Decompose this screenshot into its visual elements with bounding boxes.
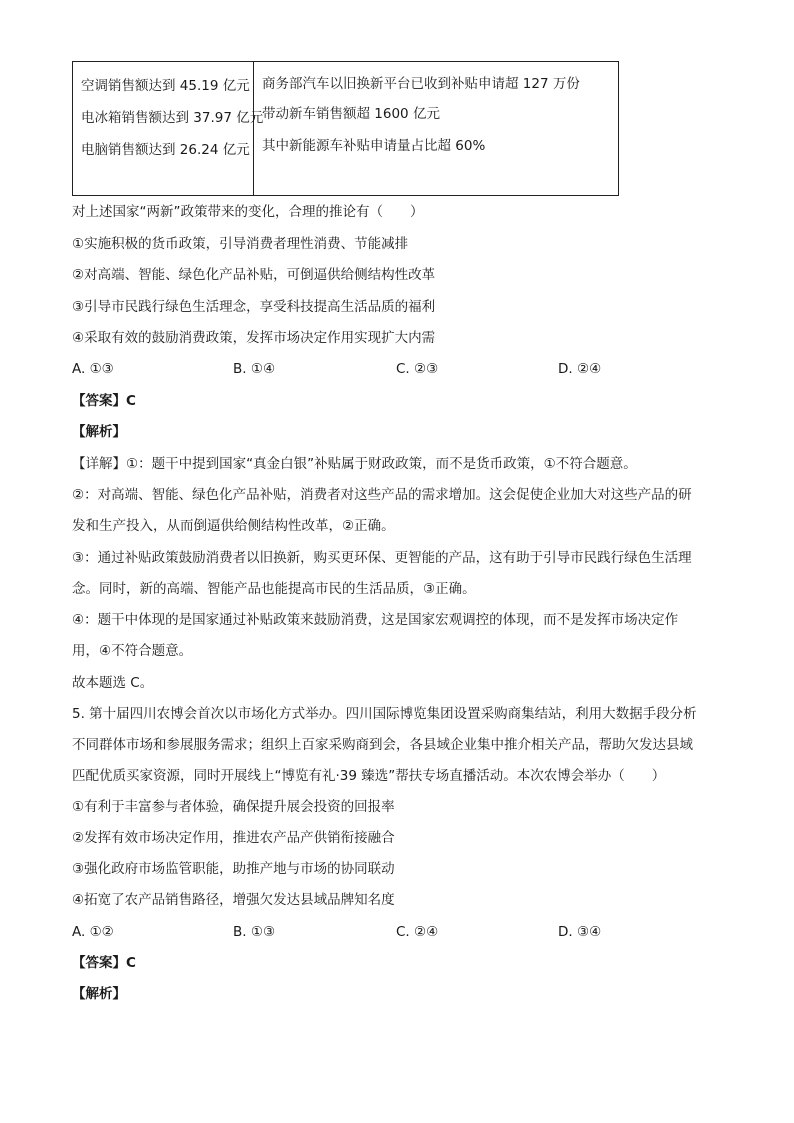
q4-detail-line: 【详解】①：题干中提到国家“真金白银”补贴属于财政政策，而不是货币政策，①不符合题意。 xyxy=(72,456,637,472)
q5-option-a: A. ①② xyxy=(72,924,114,940)
q4-detail-line: 用，④不符合题意。 xyxy=(72,643,193,659)
table-left-cell xyxy=(73,62,264,196)
q4-conclusion: 故本题选 C。 xyxy=(72,675,154,691)
table-right-line: 带动新车销售额超 1600 亿元 xyxy=(262,106,440,122)
q4-options xyxy=(72,359,732,379)
q5-stem-line: 不同群体市场和参展服务需求；组织上百家采购商到会，各县域企业集中推介相关产品，帮助欠发达县域 xyxy=(72,737,693,753)
q4-analysis-label: 【解析】 xyxy=(72,424,126,440)
table-left-line: 电脑销售额达到 26.24 亿元 xyxy=(81,142,250,158)
q5-stem-line: 匹配优质买家资源，同时开展线上“博览有礼·39 臻选”帮扶专场直播活动。本次农博会举办（ ） xyxy=(72,768,666,784)
table-right-line: 商务部汽车以旧换新平台已收到补贴申请超 127 万份 xyxy=(262,76,580,92)
q5-answer: 【答案】C xyxy=(72,955,136,971)
q4-option-c: C. ②③ xyxy=(396,361,439,377)
q4-detail-line: 发和生产投入，从而倒逼供给侧结构性改革，②正确。 xyxy=(72,518,395,534)
q4-statement-2: ②对高端、智能、绿色化产品补贴，可倒逼供给侧结构性改革 xyxy=(72,267,436,283)
table-right-line: 其中新能源车补贴申请量占比超 60% xyxy=(262,138,486,154)
q5-option-b: B. ①③ xyxy=(233,924,276,940)
table-left-line: 空调销售额达到 45.19 亿元 xyxy=(81,78,250,94)
q4-stem: 对上述国家“两新”政策带来的变化，合理的推论有（ ） xyxy=(72,204,424,220)
q4-detail-line: ③：通过补贴政策鼓励消费者以旧换新，购买更环保、更智能的产品，这有助于引导市民践行绿色生活理 xyxy=(72,550,692,566)
table-right-cell xyxy=(254,62,619,196)
q5-analysis-label: 【解析】 xyxy=(72,986,126,1002)
q5-statement-3: ③强化政府市场监管职能，助推产地与市场的协同联动 xyxy=(72,861,395,877)
data-table xyxy=(72,61,619,196)
q4-statement-1: ①实施积极的货币政策，引导消费者理性消费、节能减排 xyxy=(72,236,409,252)
q5-options xyxy=(72,922,732,942)
q4-option-d: D. ②④ xyxy=(558,361,602,377)
q4-detail-line: ②：对高端、智能、绿色化产品补贴，消费者对这些产品的需求增加。这会促使企业加大对这些产品的研 xyxy=(72,487,692,503)
q5-statement-2: ②发挥有效市场决定作用，推进农产品产供销衔接融合 xyxy=(72,830,395,846)
q4-statement-4: ④采取有效的鼓励消费政策，发挥市场决定作用实现扩大内需 xyxy=(72,330,436,346)
q4-detail-line: 念。同时，新的高端、智能产品也能提高市民的生活品质，③正确。 xyxy=(72,581,476,597)
q5-stem-line: 5. 第十届四川农博会首次以市场化方式举办。四川国际博览集团设置采购商集结站，利用大数据手段分析 xyxy=(72,706,697,722)
q4-detail-line: ④：题干中体现的是国家通过补贴政策来鼓励消费，这是国家宏观调控的体现，而不是发挥市场决定作 xyxy=(72,612,679,628)
q4-option-b: B. ①④ xyxy=(233,361,276,377)
q5-statement-1: ①有利于丰富参与者体验，确保提升展会投资的回报率 xyxy=(72,799,395,815)
q4-answer: 【答案】C xyxy=(72,393,136,409)
q4-option-a: A. ①③ xyxy=(72,361,114,377)
table-left-line: 电冰箱销售额达到 37.97 亿元 xyxy=(81,110,264,126)
q4-statement-3: ③引导市民践行绿色生活理念，享受科技提高生活品质的福利 xyxy=(72,299,436,315)
q5-option-c: C. ②④ xyxy=(396,924,439,940)
q5-option-d: D. ③④ xyxy=(558,924,602,940)
q5-statement-4: ④拓宽了农产品销售路径，增强欠发达县域品牌知名度 xyxy=(72,892,395,908)
